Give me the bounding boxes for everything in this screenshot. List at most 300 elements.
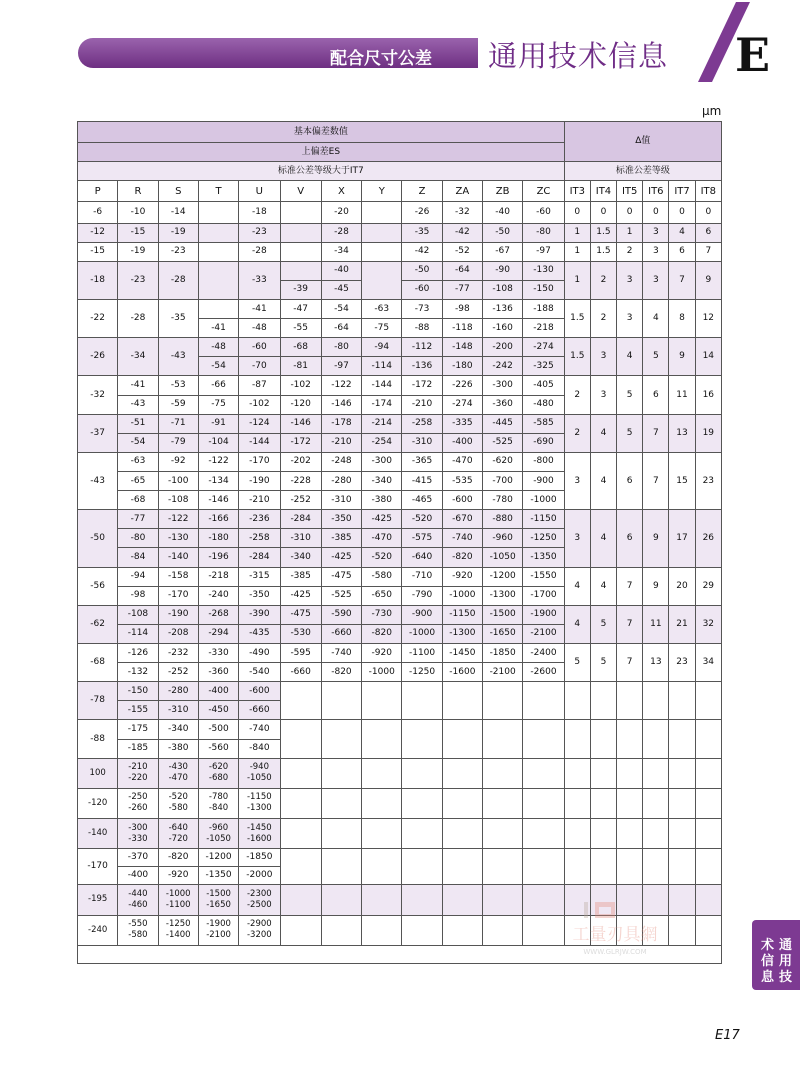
header-cell: 标准公差等级	[564, 162, 721, 181]
table-cell: -820	[442, 548, 482, 567]
column-header: IT7	[669, 181, 695, 202]
table-cell: -335	[442, 414, 482, 433]
table-cell: -1900 -2100	[198, 915, 238, 945]
table-cell: -740	[442, 529, 482, 548]
table-cell: 16	[695, 376, 721, 414]
table-cell: -1150	[442, 605, 482, 624]
table-cell: -670	[442, 510, 482, 529]
table-cell: -620 -680	[198, 758, 238, 788]
table-cell: -88	[78, 720, 118, 758]
table-cell	[362, 242, 402, 261]
table-cell: 4	[643, 300, 669, 338]
table-cell: 6	[695, 223, 721, 242]
table-cell	[442, 720, 482, 758]
column-header: S	[158, 181, 198, 202]
table-cell: -700	[483, 472, 523, 491]
table-cell: -15	[118, 223, 158, 242]
table-cell: -660	[239, 701, 280, 720]
table-cell: -840	[239, 739, 280, 758]
table-cell: -310	[158, 701, 198, 720]
table-cell: -520	[362, 548, 402, 567]
table-cell: -47	[280, 300, 321, 319]
table-cell	[198, 242, 238, 261]
table-cell	[617, 682, 643, 720]
table-cell: -2300 -2500	[239, 885, 280, 915]
table-cell: 3	[564, 452, 590, 509]
table-cell: -60	[402, 280, 442, 299]
table-cell: -475	[280, 605, 321, 624]
table-cell	[617, 788, 643, 818]
table-cell: -500	[198, 720, 238, 739]
watermark-url: WWW.GLRJW.COM	[583, 948, 647, 956]
table-row	[78, 758, 722, 788]
table-cell: -122	[158, 510, 198, 529]
table-cell	[669, 819, 695, 849]
table-cell: -730	[362, 605, 402, 624]
table-cell: -23	[158, 242, 198, 261]
table-cell: -98	[442, 300, 482, 319]
table-cell: -1700	[523, 586, 564, 605]
table-cell: 0	[643, 202, 669, 223]
table-cell: -78	[78, 682, 118, 720]
table-cell: -475	[321, 567, 361, 586]
column-header: ZA	[442, 181, 482, 202]
table-cell: -525	[321, 586, 361, 605]
table-cell: -174	[362, 395, 402, 414]
table-cell: -360	[483, 395, 523, 414]
table-cell: -1300	[442, 624, 482, 643]
table-cell: 4	[564, 567, 590, 605]
table-cell: -146	[280, 414, 321, 433]
table-cell: -185	[118, 739, 158, 758]
table-cell: -1000	[402, 624, 442, 643]
table-cell: 23	[695, 452, 721, 509]
table-cell: 2	[590, 300, 616, 338]
table-cell: -425	[321, 548, 361, 567]
table-cell: 4	[617, 338, 643, 376]
table-cell: -920	[442, 567, 482, 586]
table-cell	[643, 819, 669, 849]
table-cell: 3	[590, 338, 616, 376]
header-title: 通用技术信息	[488, 39, 669, 73]
page-number: E17	[715, 1028, 740, 1043]
table-cell: -92	[158, 452, 198, 471]
table-row	[78, 644, 722, 663]
table-cell: 3	[643, 242, 669, 261]
table-cell: -330	[198, 644, 238, 663]
table-cell: 6	[643, 376, 669, 414]
table-cell: -77	[442, 280, 482, 299]
table-cell: -148	[442, 338, 482, 357]
column-header: X	[321, 181, 361, 202]
table-cell	[617, 720, 643, 758]
table-cell: -820	[158, 849, 198, 867]
table-cell	[483, 849, 523, 885]
table-cell: -43	[78, 452, 118, 509]
table-cell	[590, 788, 616, 818]
column-header: ZB	[483, 181, 523, 202]
table-cell: -360	[198, 663, 238, 682]
table-cell: -470	[362, 529, 402, 548]
table-cell: -820	[362, 624, 402, 643]
table-cell: -960 -1050	[198, 819, 238, 849]
table-cell: -284	[239, 548, 280, 567]
table-cell: -1350	[523, 548, 564, 567]
table-cell: -214	[362, 414, 402, 433]
table-cell: 11	[669, 376, 695, 414]
table-cell: -120	[280, 395, 321, 414]
table-cell: -48	[239, 319, 280, 338]
table-cell: 3	[643, 261, 669, 299]
table-cell: -80	[523, 223, 564, 242]
table-cell: -1200	[483, 567, 523, 586]
table-cell	[643, 788, 669, 818]
table-cell: -136	[483, 300, 523, 319]
table-cell: 1	[617, 223, 643, 242]
table-cell: -258	[402, 414, 442, 433]
table-cell: -294	[198, 624, 238, 643]
table-cell: 26	[695, 510, 721, 567]
side-tab	[752, 920, 800, 990]
table-cell: -280	[158, 682, 198, 701]
table-cell: -242	[483, 357, 523, 376]
table-cell: -1050	[483, 548, 523, 567]
table-cell: -560	[198, 739, 238, 758]
table-row	[78, 223, 722, 242]
table-cell: -55	[280, 319, 321, 338]
table-cell: -12	[78, 223, 118, 242]
table-cell	[321, 885, 361, 915]
table-cell: -20	[321, 202, 361, 223]
table-cell: -900	[523, 472, 564, 491]
table-cell: -350	[239, 586, 280, 605]
table-cell: -75	[198, 395, 238, 414]
table-cell: -780	[483, 491, 523, 510]
table-cell: -94	[362, 338, 402, 357]
table-cell	[523, 788, 564, 818]
table-cell: -480	[523, 395, 564, 414]
table-cell: 0	[564, 202, 590, 223]
table-cell: -112	[402, 338, 442, 357]
table-cell	[669, 720, 695, 758]
tab-char: 通	[779, 938, 793, 953]
table-cell	[280, 202, 321, 223]
table-cell: -960	[483, 529, 523, 548]
table-cell: -54	[321, 300, 361, 319]
table-cell: -60	[523, 202, 564, 223]
table-cell: -600	[442, 491, 482, 510]
table-cell: -280	[321, 472, 361, 491]
table-cell: -252	[158, 663, 198, 682]
column-header: IT8	[695, 181, 721, 202]
table-cell	[695, 819, 721, 849]
table-cell	[321, 682, 361, 720]
table-cell	[280, 682, 321, 720]
table-cell: -1600	[442, 663, 482, 682]
table-cell: -19	[118, 242, 158, 261]
table-cell: -146	[321, 395, 361, 414]
table-cell	[280, 819, 321, 849]
table-cell: -580	[362, 567, 402, 586]
table-cell	[402, 849, 442, 885]
table-cell: 7	[617, 567, 643, 605]
table-cell: -520	[402, 510, 442, 529]
table-cell: -124	[239, 414, 280, 433]
table-cell	[483, 758, 523, 788]
column-header: V	[280, 181, 321, 202]
table-cell: -640	[402, 548, 442, 567]
table-cell: -150	[118, 682, 158, 701]
table-cell: -315	[239, 567, 280, 586]
table-row	[78, 414, 722, 433]
table-cell: -190	[239, 472, 280, 491]
table-cell: 8	[669, 300, 695, 338]
table-cell: -196	[198, 548, 238, 567]
table-cell: 0	[617, 202, 643, 223]
table-cell: -200	[483, 338, 523, 357]
column-header: P	[78, 181, 118, 202]
table-cell: -210 -220	[118, 758, 158, 788]
table-cell	[321, 758, 361, 788]
table-cell	[362, 682, 402, 720]
table-cell: -114	[118, 624, 158, 643]
table-cell	[564, 819, 590, 849]
table-cell: -350	[321, 510, 361, 529]
table-cell: 4	[564, 605, 590, 643]
table-cell: -250 -260	[118, 788, 158, 818]
table-cell: 1.5	[590, 223, 616, 242]
table-cell: 32	[695, 605, 721, 643]
table-cell: -62	[78, 605, 118, 643]
table-cell: -690	[523, 433, 564, 452]
table-cell: -52	[442, 242, 482, 261]
table-cell: -1300	[483, 586, 523, 605]
table-cell: -32	[442, 202, 482, 223]
table-cell: -370	[118, 849, 158, 867]
table-cell: -65	[118, 472, 158, 491]
table-cell	[280, 788, 321, 818]
table-cell	[669, 849, 695, 885]
table-cell: 1	[564, 223, 590, 242]
table-cell	[362, 758, 402, 788]
table-cell	[362, 885, 402, 915]
table-cell: 9	[669, 338, 695, 376]
table-cell: -585	[523, 414, 564, 433]
table-cell: 1.5	[564, 338, 590, 376]
column-header: R	[118, 181, 158, 202]
table-cell: -175	[118, 720, 158, 739]
table-cell: -310	[321, 491, 361, 510]
table-cell	[564, 849, 590, 885]
table-row	[78, 720, 722, 739]
table-cell	[695, 915, 721, 945]
table-cell	[590, 682, 616, 720]
table-cell: -1150	[523, 510, 564, 529]
table-cell: -415	[402, 472, 442, 491]
tab-char: 技	[779, 970, 793, 985]
table-cell	[402, 682, 442, 720]
table-cell: -365	[402, 452, 442, 471]
table-cell: 5	[617, 414, 643, 452]
table-cell	[483, 788, 523, 818]
table-cell: 5	[564, 644, 590, 682]
table-cell: -88	[402, 319, 442, 338]
table-cell: -35	[402, 223, 442, 242]
table-cell: -140	[78, 819, 118, 849]
table-cell: -19	[158, 223, 198, 242]
table-cell: -170	[158, 586, 198, 605]
table-cell: 7	[695, 242, 721, 261]
table-cell: -590	[321, 605, 361, 624]
table-cell: 7	[643, 414, 669, 452]
table-cell: -87	[239, 376, 280, 395]
table-cell: -146	[198, 491, 238, 510]
table-cell: -1850	[239, 849, 280, 867]
table-cell: -440 -460	[118, 885, 158, 915]
table-cell: -166	[198, 510, 238, 529]
table-cell: -14	[158, 202, 198, 223]
table-cell: -380	[362, 491, 402, 510]
table-cell: 29	[695, 567, 721, 605]
table-cell	[402, 819, 442, 849]
table-cell: -248	[321, 452, 361, 471]
table-cell: -120	[78, 788, 118, 818]
table-cell: -740	[321, 644, 361, 663]
column-header: ZC	[523, 181, 564, 202]
table-cell	[362, 915, 402, 945]
table-cell: -63	[118, 452, 158, 471]
table-cell: -34	[118, 338, 158, 376]
table-cell: -540	[239, 663, 280, 682]
table-cell	[483, 885, 523, 915]
table-cell: -68	[118, 491, 158, 510]
table-cell	[280, 915, 321, 945]
table-cell	[617, 849, 643, 885]
table-row	[78, 376, 722, 395]
table-row	[78, 567, 722, 586]
table-cell: 1	[564, 261, 590, 299]
table-cell: -1550	[523, 567, 564, 586]
table-cell: 6	[669, 242, 695, 261]
table-cell	[442, 819, 482, 849]
table-cell	[669, 758, 695, 788]
table-cell: -108	[118, 605, 158, 624]
table-cell: -210	[321, 433, 361, 452]
table-cell: -740	[239, 720, 280, 739]
table-cell: -134	[198, 472, 238, 491]
table-cell: 2	[617, 242, 643, 261]
table-cell: -170	[78, 849, 118, 885]
header-subtitle: 配合尺寸公差	[330, 49, 432, 69]
table-cell: -33	[239, 261, 280, 299]
table-cell	[442, 885, 482, 915]
table-cell: -470	[442, 452, 482, 471]
table-cell: -300	[362, 452, 402, 471]
table-cell: -1100	[402, 644, 442, 663]
table-cell: -1000 -1100	[158, 885, 198, 915]
table-cell	[695, 885, 721, 915]
column-header: U	[239, 181, 280, 202]
table-cell: -172	[280, 433, 321, 452]
table-cell: 15	[669, 452, 695, 509]
table-cell: -42	[442, 223, 482, 242]
column-header: IT6	[643, 181, 669, 202]
table-cell: -108	[158, 491, 198, 510]
table-cell	[280, 849, 321, 885]
table-row	[78, 605, 722, 624]
table-cell: -45	[321, 280, 361, 299]
table-cell: -575	[402, 529, 442, 548]
table-cell: -60	[239, 338, 280, 357]
table-cell: -28	[239, 242, 280, 261]
table-cell: -91	[198, 414, 238, 433]
table-cell: -53	[158, 376, 198, 395]
table-cell	[590, 819, 616, 849]
table-cell	[362, 819, 402, 849]
table-cell	[402, 720, 442, 758]
table-cell: -1500	[483, 605, 523, 624]
table-cell	[198, 261, 238, 299]
table-cell: -43	[158, 338, 198, 376]
table-cell: -340	[280, 548, 321, 567]
table-cell	[442, 788, 482, 818]
table-cell: -68	[280, 338, 321, 357]
table-cell: -490	[239, 644, 280, 663]
table-cell	[280, 885, 321, 915]
table-cell: -144	[362, 376, 402, 395]
table-cell: -218	[523, 319, 564, 338]
table-cell: -435	[239, 624, 280, 643]
table-row	[78, 682, 722, 701]
table-cell: 5	[643, 338, 669, 376]
table-cell: -56	[78, 567, 118, 605]
table-cell: -23	[118, 261, 158, 299]
table-cell: -210	[239, 491, 280, 510]
table-cell: -188	[523, 300, 564, 319]
header-cell: 基本偏差数值	[78, 122, 565, 143]
table-cell	[695, 849, 721, 885]
table-cell: 0	[590, 202, 616, 223]
table-cell: 6	[617, 452, 643, 509]
table-cell: -130	[158, 529, 198, 548]
table-cell	[590, 758, 616, 788]
table-cell	[442, 682, 482, 720]
table-cell	[362, 720, 402, 758]
table-cell: -140	[158, 548, 198, 567]
table-cell: -252	[280, 491, 321, 510]
table-cell	[362, 261, 402, 299]
table-cell: -254	[362, 433, 402, 452]
table-cell	[643, 682, 669, 720]
table-cell	[280, 758, 321, 788]
table-cell: -425	[280, 586, 321, 605]
table-cell	[669, 788, 695, 818]
table-cell: -68	[78, 644, 118, 682]
table-cell: -525	[483, 433, 523, 452]
table-cell: 34	[695, 644, 721, 682]
table-cell	[564, 682, 590, 720]
table-row	[78, 261, 722, 280]
table-cell: 7	[617, 644, 643, 682]
table-cell: -51	[118, 414, 158, 433]
table-cell: -66	[198, 376, 238, 395]
table-cell	[362, 788, 402, 818]
table-cell: -75	[362, 319, 402, 338]
table-cell	[280, 242, 321, 261]
table-cell	[442, 758, 482, 788]
table-cell: -180	[198, 529, 238, 548]
table-cell	[564, 758, 590, 788]
